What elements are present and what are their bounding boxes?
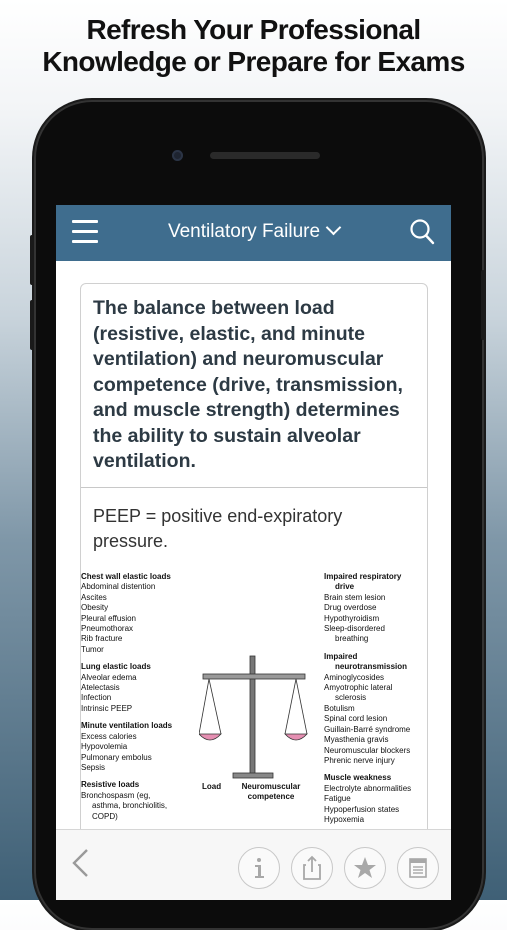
card-divider [81, 487, 427, 488]
scale-label-line: Neuromuscular [241, 782, 301, 791]
search-icon[interactable] [409, 218, 435, 246]
camera-icon [172, 150, 183, 161]
navigation-bar [56, 205, 451, 261]
notes-icon [398, 848, 438, 888]
figure-item: Pneumothorax [81, 624, 134, 634]
figure-item: Amyotrophic lateral [324, 683, 393, 693]
figure-item: Pleural effusion [81, 613, 136, 623]
peep-definition: PEEP = positive end-expiratory pressure. [93, 506, 343, 551]
figure-item: Intrinsic PEEP [81, 703, 133, 713]
figure-item: Drug overdose [324, 603, 377, 613]
figure-heading: drive [335, 582, 355, 592]
figure-item: COPD) [92, 811, 118, 821]
bottom-toolbar [56, 829, 451, 900]
figure-item: Sleep-disordered [324, 624, 385, 634]
figure-heading: Impaired respiratory [324, 572, 402, 581]
share-button[interactable] [291, 847, 333, 889]
headline-line-1: Refresh Your Professional [86, 14, 421, 45]
figure-item: Abdominal distention [81, 582, 156, 592]
figure-item: Sepsis [81, 762, 106, 772]
volume-button [30, 235, 34, 285]
load-competence-figure [81, 564, 427, 824]
figure-item: Botulism [324, 703, 355, 713]
figure-item: Hypoxemia [324, 814, 365, 824]
figure-item: Guillain-Barré syndrome [324, 724, 411, 734]
info-button[interactable] [238, 847, 280, 889]
headline-line-2: Knowledge or Prepare for Exams [42, 46, 465, 77]
figure-item: Aminoglycosides [324, 672, 385, 682]
figure-item: Bronchospasm (eg, [81, 790, 151, 800]
figure-heading: Chest wall elastic loads [81, 572, 171, 581]
figure-item: Spinal cord lesion [324, 714, 388, 724]
figure-heading: Resistive loads [81, 780, 140, 790]
scale-label-competence [236, 782, 306, 803]
notes-button[interactable] [397, 847, 439, 889]
power-button [481, 270, 485, 340]
balance-scale-illustration [199, 652, 309, 792]
chevron-down-icon [326, 220, 342, 236]
figure-item: Alveolar edema [81, 672, 137, 682]
load-column [81, 572, 201, 822]
figure-item: Infection [81, 693, 112, 703]
figure-item: Myasthenia gravis [324, 735, 389, 745]
figure-heading: Minute ventilation loads [81, 721, 173, 731]
topic-dropdown[interactable] [56, 221, 451, 243]
scale-label-line: competence [247, 792, 295, 802]
figure-item: sclerosis [335, 693, 367, 703]
figure-item: asthma, bronchiolitis, [92, 801, 168, 811]
favorite-button[interactable] [344, 847, 386, 889]
figure-item: Hypovolemia [81, 742, 128, 752]
nav-title: Ventilatory Failure [167, 221, 321, 242]
share-icon [292, 848, 332, 888]
scale-label-load: Load [202, 782, 222, 791]
figure-item: Hypothyroidism [324, 613, 380, 623]
back-chevron-icon[interactable] [70, 848, 92, 878]
figure-item: Excess calories [81, 731, 137, 741]
figure-item: Phrenic nerve injury [324, 755, 395, 765]
figure-item: Pulmonary embolus [81, 752, 152, 762]
competence-column [324, 572, 427, 825]
app-screen [56, 205, 451, 900]
figure-item: Rib fracture [81, 634, 123, 644]
speaker-grille [210, 152, 320, 159]
figure-item: breathing [335, 634, 369, 644]
figure-item: Hypoperfusion states [324, 804, 400, 814]
figure-item: Obesity [81, 603, 109, 613]
figure-item: Atelectasis [81, 683, 120, 693]
figure-heading: Muscle weakness [324, 773, 392, 783]
figure-item: Tumor [81, 644, 104, 654]
volume-button [30, 300, 34, 350]
figure-item: Ascites [81, 592, 107, 602]
marketing-headline [0, 14, 507, 78]
figure-heading: Lung elastic loads [81, 662, 151, 672]
figure-heading: Impaired [324, 651, 358, 661]
star-icon [345, 848, 385, 888]
figure-heading: neurotransmission [335, 662, 408, 672]
info-icon [239, 848, 279, 888]
figure-item: Neuromuscular blockers [324, 745, 411, 755]
figure-item: Fatigue [324, 794, 351, 804]
figure-item: Electrolyte abnormalities [324, 783, 412, 793]
key-point-text: The balance between load (resistive, elastic, and minute ventilation) and neuromuscular competence (drive, transmission, and muscle strength) determines the ability to sustain alveolar ventilation. [93, 297, 403, 472]
figure-item: Brain stem lesion [324, 592, 386, 602]
content-card [80, 283, 428, 900]
